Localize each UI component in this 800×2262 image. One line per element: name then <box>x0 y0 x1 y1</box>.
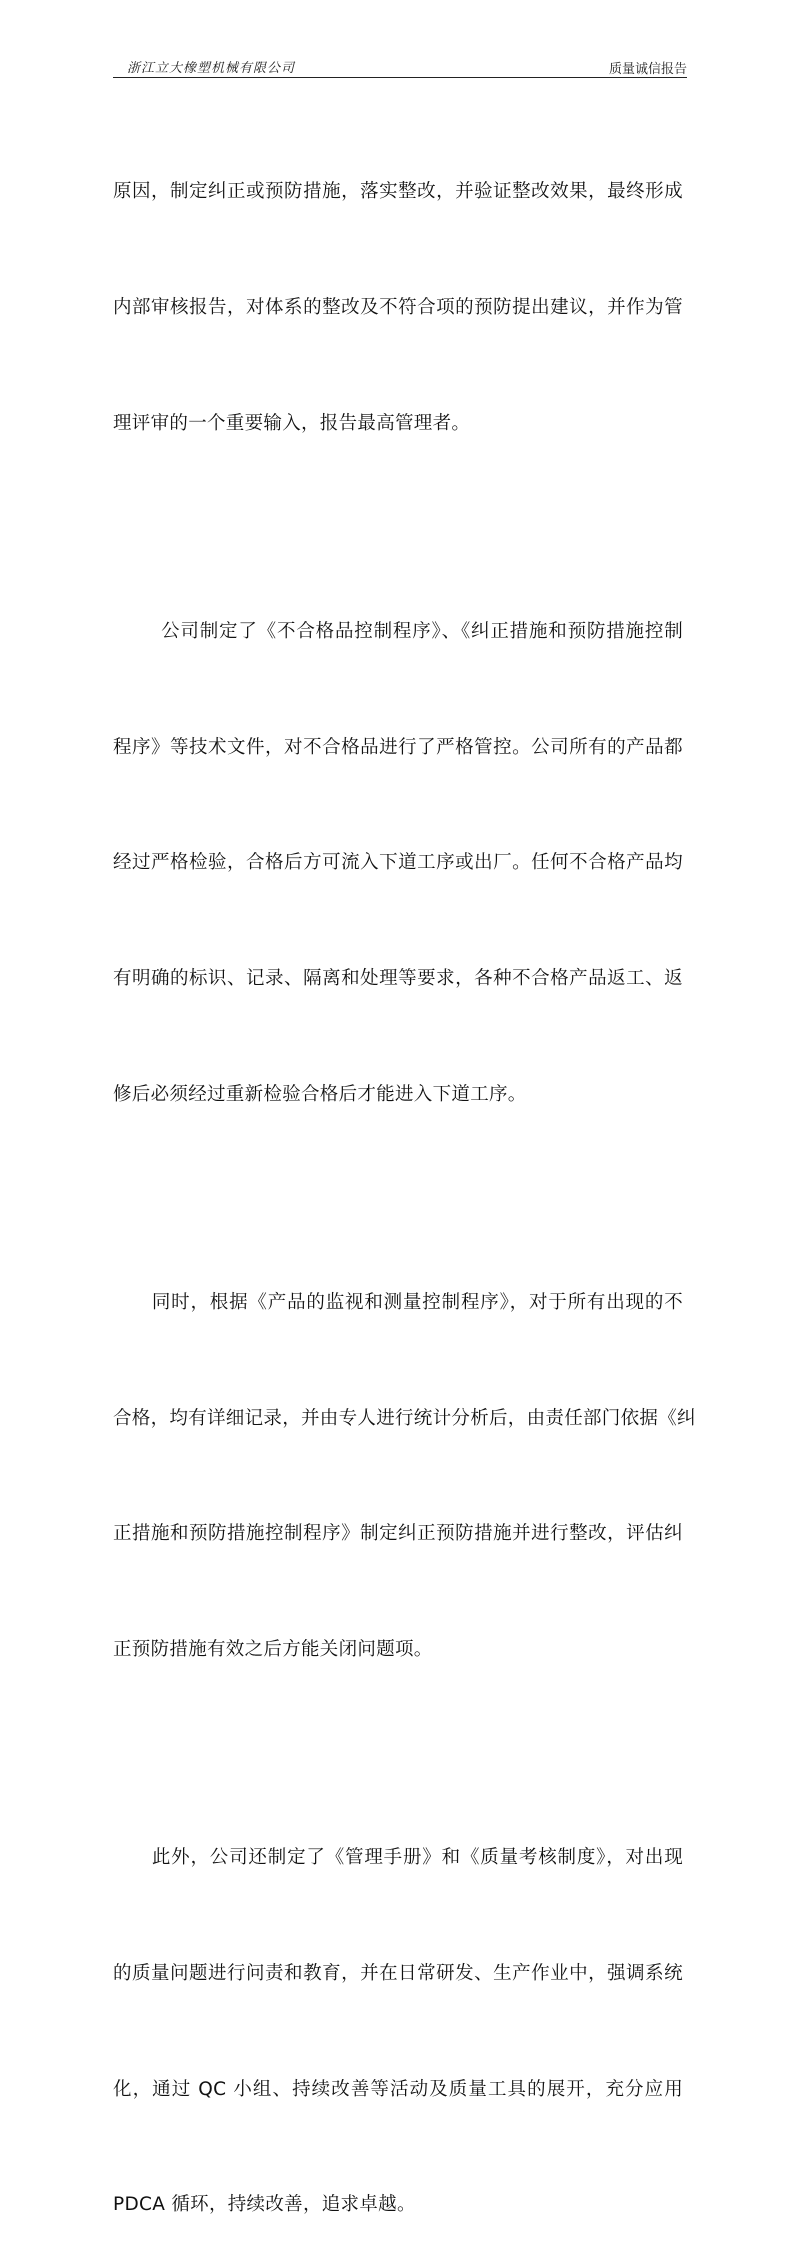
text-line: 化，通过 QC 小组、持续改善等活动及质量工具的展开，充分应用 <box>113 2078 683 2100</box>
text-line: 修后必须经过重新检验合格后才能进入下道工序。 <box>113 1083 527 1105</box>
document-body <box>113 96 696 2262</box>
text-line: 公司制定了《不合格品控制程序》、《纠正措施和预防措施控制 <box>161 620 683 642</box>
header-company-name: 浙江立大橡塑机械有限公司 <box>127 61 296 76</box>
text-line: 原因，制定纠正或预防措施，落实整改，并验证整改效果，最终形成 <box>113 181 683 203</box>
paragraph-2 <box>113 536 683 1192</box>
text-line: 此外，公司还制定了《管理手册》和《质量考核制度》，对出现 <box>151 1847 683 1869</box>
paragraph-3 <box>113 1207 696 1747</box>
text-line: 的质量问题进行问责和教育，并在日常研发、生产作业中，强调系统 <box>113 1962 683 1984</box>
text-line: 经过严格检验，合格后方可流入下道工序或出厂。任何不合格产品均 <box>113 852 683 874</box>
text-line: 正预防措施有效之后方能关闭问题项。 <box>113 1639 433 1661</box>
text-line: 同时，根据《产品的监视和测量控制程序》，对于所有出现的不 <box>151 1291 683 1313</box>
text-line: 合格，均有详细记录，并由专人进行统计分析后，由责任部门依据《纠 <box>113 1407 696 1429</box>
page-header <box>113 55 687 78</box>
text-line: PDCA 循环，持续改善，追求卓越。 <box>113 2194 416 2216</box>
paragraph-4 <box>113 1762 683 2262</box>
paragraph-1 <box>113 96 683 521</box>
text-line: 理评审的一个重要输入，报告最高管理者。 <box>113 412 471 434</box>
text-line: 有明确的标识、记录、隔离和处理等要求，各种不合格产品返工、返 <box>113 968 683 990</box>
header-document-title: 质量诚信报告 <box>608 62 687 77</box>
text-line: 正措施和预防措施控制程序》制定纠正预防措施并进行整改，评估纠 <box>113 1523 683 1545</box>
text-line: 程序》等技术文件，对不合格品进行了严格管控。公司所有的产品都 <box>113 736 683 758</box>
text-line: 内部审核报告，对体系的整改及不符合项的预防提出建议，并作为管 <box>113 296 683 318</box>
